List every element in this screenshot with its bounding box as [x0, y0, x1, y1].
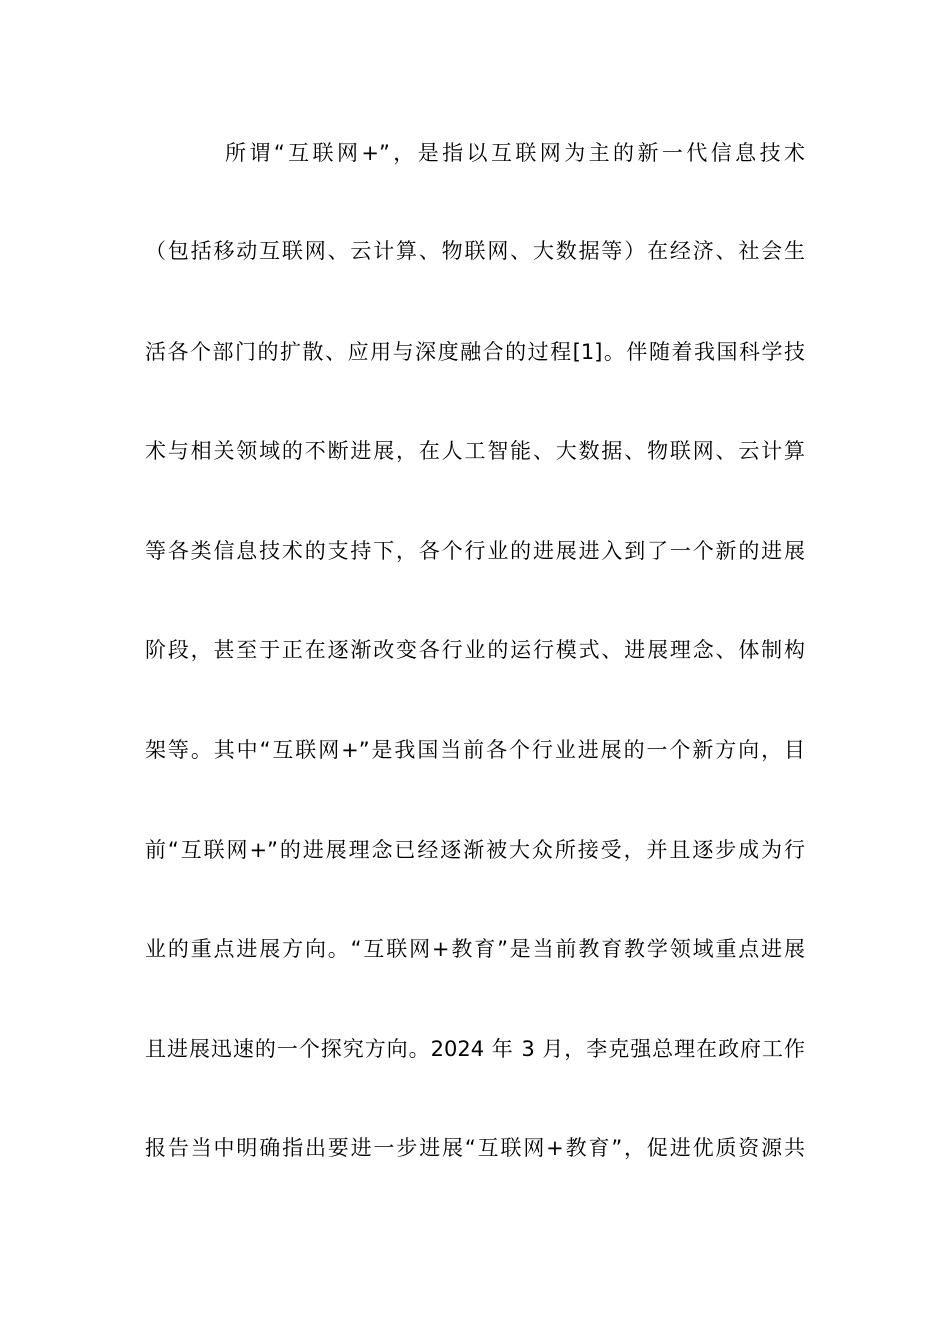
paragraph-line-8: 前“互联网+”的进展理念已经逐渐被大众所接受，并且逐步成为行	[145, 838, 805, 862]
paragraph-line-10: 且进展迅速的一个探究方向。2024 年 3 月，李克强总理在政府工作	[145, 1037, 805, 1061]
paragraph-line-7: 架等。其中“互联网+”是我国当前各个行业进展的一个新方向，目	[145, 738, 805, 762]
paragraph-line-2: （包括移动互联网、云计算、物联网、大数据等）在经济、社会生	[145, 239, 805, 263]
paragraph-line-5: 等各类信息技术的支持下，各个行业的进展进入到了一个新的进展	[145, 539, 805, 563]
paragraph-line-3: 活各个部门的扩散、应用与深度融合的过程[1]。伴随着我国科学技	[145, 340, 805, 364]
paragraph-line-4: 术与相关领域的不断进展，在人工智能、大数据、物联网、云计算	[145, 439, 805, 463]
paragraph-line-1: 所谓“互联网+”，是指以互联网为主的新一代信息技术	[225, 141, 805, 165]
paragraph-line-6: 阶段，甚至于正在逐渐改变各行业的运行模式、进展理念、体制构	[145, 638, 805, 662]
paragraph-line-9: 业的重点进展方向。“互联网+教育”是当前教育教学领域重点进展	[145, 937, 805, 961]
paragraph-line-11: 报告当中明确指出要进一步进展“互联网+教育”，促进优质资源共	[145, 1136, 805, 1160]
